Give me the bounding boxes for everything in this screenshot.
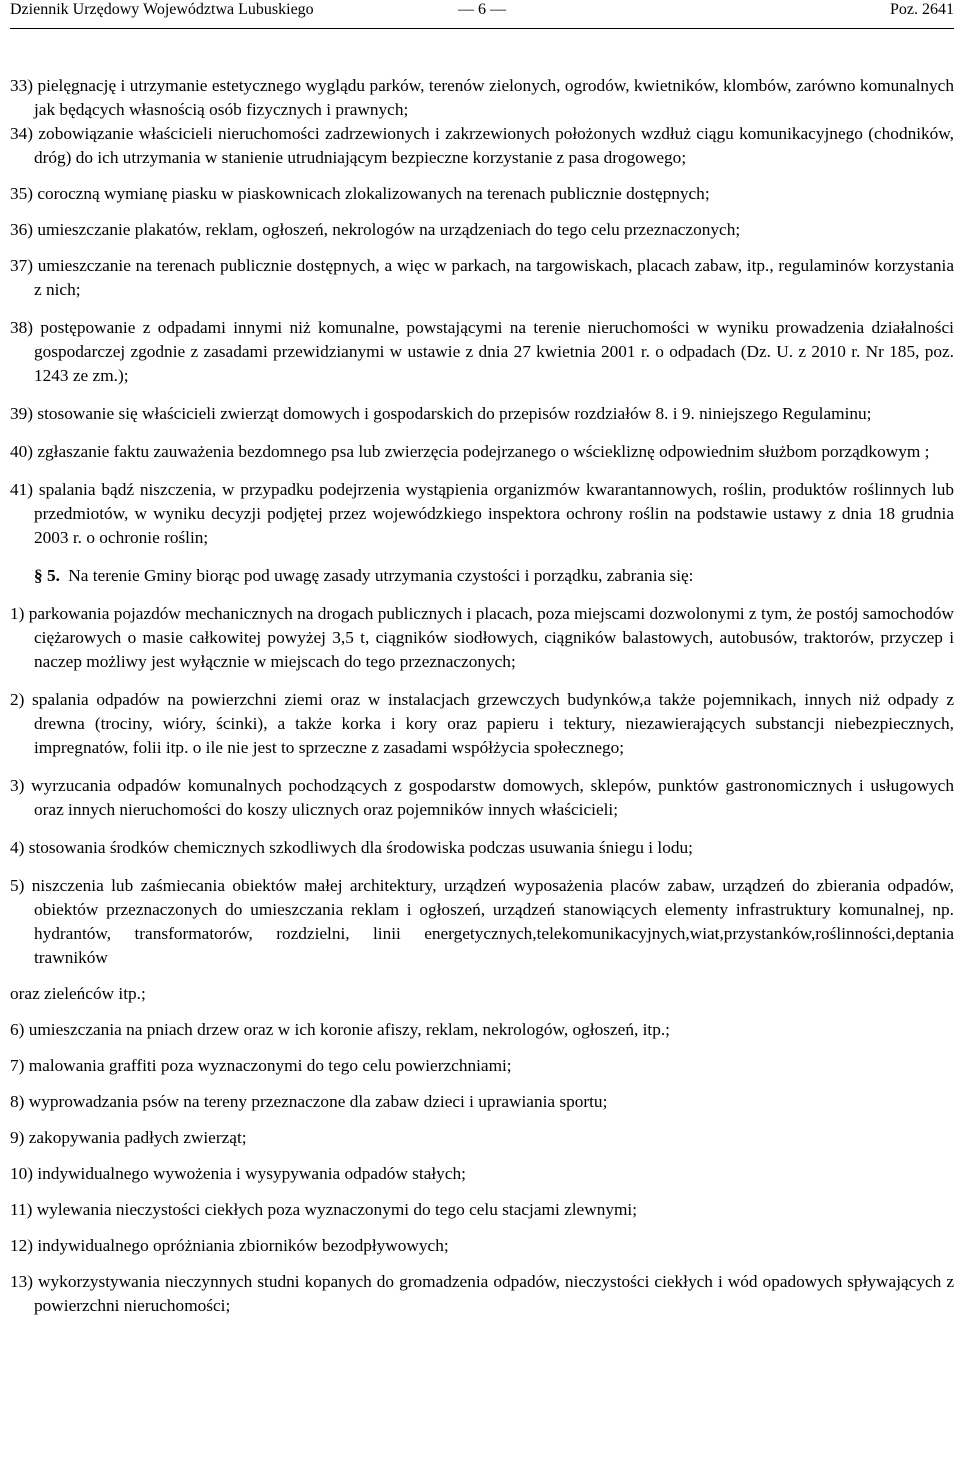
list-item: 9) zakopywania padłych zwierząt; (10, 1128, 247, 1147)
section-paragraph (10, 564, 954, 588)
list-item: 5) niszczenia lub zaśmiecania obiektów małej architektury, urządzeń wyposażenia placów zabaw, urządzeń do zbierania odpadów, obiektów przeznaczonych do umieszczania reklam i ogłoszeń, urządzeń stanowiących elementy infrastruktury komunalnej, np. hydrantów, transformatorów, rozdzielni, linii energetycznych,telekomunikacyjnych,wiat,przystanków,roślinności,deptania trawników (10, 876, 954, 967)
list-item: 33) pielęgnację i utrzymanie estetycznego wyglądu parków, terenów zielonych, ogrodów, kwietników, klombów, zarówno komunalnych jak będących własnością osób fizycznych i prawnych; (10, 76, 954, 119)
journal-title: Dziennik Urzędowy Województwa Lubuskiego (10, 1, 314, 18)
section-text: Na terenie Gminy biorąc pod uwagę zasady utrzymania czystości i porządku, zabrania się: (68, 566, 694, 585)
list-item: 40) zgłaszanie faktu zauważenia bezdomnego psa lub zwierzęcia podejrzanego o wściekliznę odpowiednim służbom porządkowym ; (10, 442, 930, 461)
list-item: 8) wyprowadzania psów na tereny przeznaczone dla zabaw dzieci i uprawiania sportu; (10, 1092, 608, 1111)
page-number: — 6 — (458, 1, 506, 18)
list-item: 2) spalania odpadów na powierzchni ziemi oraz w instalacjach grzewczych budynków,a także pojemnikach, innych niż odpady z drewna (trociny, wióry, ścinki), a także korka i kory oraz papieru i tektury, niezawierających substancji niebezpiecznych, impregnatów, folii itp. o ile nie jest to sprzeczne z zasadami współżycia społecznego; (10, 690, 954, 757)
list-item: 34) zobowiązanie właścicieli nieruchomości zadrzewionych i zakrzewionych położonych wzdłuż ciągu komunikacyjnego (chodników, dróg) do ich utrzymania w stanienie utrudniającym bezpieczne korzystanie z pasa drogowego; (10, 124, 954, 167)
list-item: 4) stosowania środków chemicznych szkodliwych dla środowiska podczas usuwania śniegu i lodu; (10, 838, 693, 857)
list-item: 10) indywidualnego wywożenia i wysypywania odpadów stałych; (10, 1164, 466, 1183)
list-item: 36) umieszczanie plakatów, reklam, ogłoszeń, nekrologów na urządzeniach do tego celu przeznaczonych; (10, 220, 741, 239)
page-header (10, 0, 954, 29)
section-sign: § 5. (34, 566, 60, 585)
list-item: 37) umieszczanie na terenach publicznie dostępnych, a więc w parkach, na targowiskach, placach zabaw, itp., regulaminów korzystania z nich; (10, 256, 954, 299)
list-item-continuation: oraz zieleńców itp.; (10, 984, 146, 1003)
list-item: 1) parkowania pojazdów mechanicznych na drogach publicznych i placach, poza miejscami dozwolonymi z tym, że postój samochodów ciężarowych o masie całkowitej powyżej 3,5 t, ciągników siodłowych, ciągników balastowych, autobusów, traktorów, przyczep i naczep możliwy jest wyłącznie w miejscach do tego przeznaczonych; (10, 604, 954, 671)
list-item: 12) indywidualnego opróżniania zbiorników bezodpływowych; (10, 1236, 449, 1255)
list-item: 3) wyrzucania odpadów komunalnych pochodzących z gospodarstw domowych, sklepów, punktów gastronomicznych i usługowych oraz innych nieruchomości do koszy ulicznych oraz pojemników innych właścicieli; (10, 776, 954, 819)
list-item: 7) malowania graffiti poza wyznaczonymi do tego celu powierzchniami; (10, 1056, 512, 1075)
list-item: 11) wylewania nieczystości ciekłych poza wyznaczonymi do tego celu stacjami zlewnymi; (10, 1200, 638, 1219)
list-item: 6) umieszczania na pniach drzew oraz w ich koronie afiszy, reklam, nekrologów, ogłoszeń, itp.; (10, 1020, 670, 1039)
position-number: Poz. 2641 (890, 1, 954, 18)
list-item: 38) postępowanie z odpadami innymi niż komunalne, powstającymi na terenie nieruchomości w wyniku prowadzenia działalności gospodarczej zgodnie z zasadami przewidzianymi w ustawie z dnia 27 kwietnia 2001 r. o odpadach (Dz. U. z 2010 r. Nr 185, poz. 1243 ze zm.); (10, 318, 954, 385)
list-item: 39) stosowanie się właścicieli zwierząt domowych i gospodarskich do przepisów rozdziałów 8. i 9. niniejszego Regulaminu; (10, 404, 872, 423)
list-item: 13) wykorzystywania nieczynnych studni kopanych do gromadzenia odpadów, nieczystości ciekłych i wód opadowych spływających z powierzchni nieruchomości; (10, 1272, 954, 1315)
document-body (10, 29, 954, 1318)
list-item: 41) spalania bądź niszczenia, w przypadku podejrzenia wystąpienia organizmów kwarantannowych, roślin, produktów roślinnych lub przedmiotów, w wyniku decyzji podjętej przez wojewódzkiego inspektora ochrony roślin na podstawie ustawy z dnia 18 grudnia 2003 r. o ochronie roślin; (10, 480, 954, 547)
list-item: 35) coroczną wymianę piasku w piaskownicach zlokalizowanych na terenach publicznie dostępnych; (10, 184, 710, 203)
